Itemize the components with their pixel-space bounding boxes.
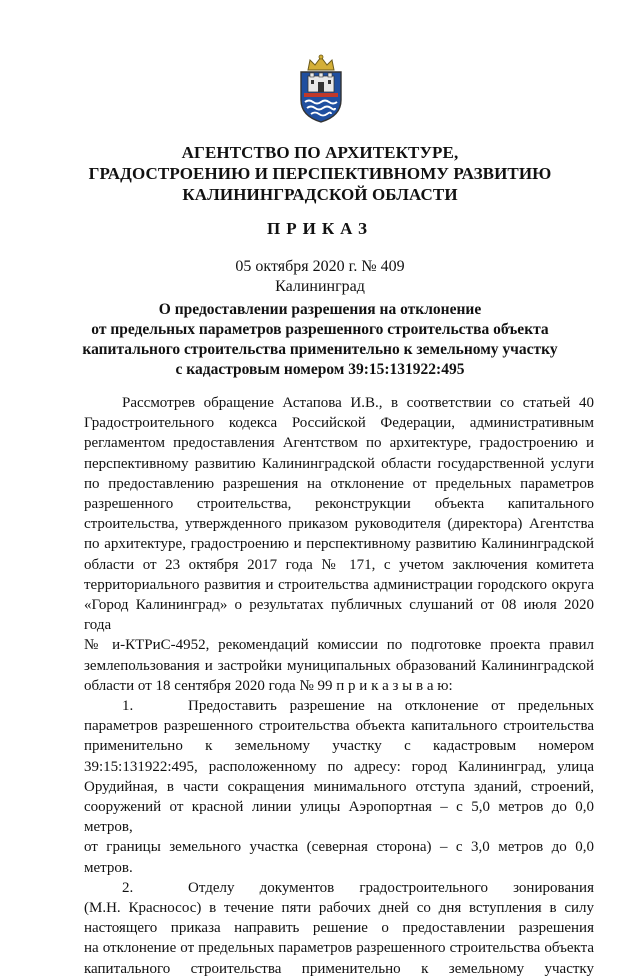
subject-line-2: от предельных параметров разрешенного строительства объекта — [91, 321, 549, 338]
item-2-text: Отделу документов градостроительного зонирования — [188, 879, 594, 896]
item-1-number: 1. — [122, 698, 134, 715]
preamble-line: области от 18 сентября 2020 года № 99 п р и к а з ы в а ю: — [84, 677, 453, 694]
preamble-line: области от 23 октября 2017 года № 171, с учетом заключения комитета — [84, 556, 594, 573]
item-2-line: капитального строительства применительно к земельному участку — [84, 960, 594, 977]
item-1-line: применительно к земельному участку с кадастровым номером — [84, 738, 594, 755]
preamble-line: перспективному развитию Калининградской области государственной услуги — [84, 455, 594, 472]
order-date-block — [0, 257, 640, 297]
item-2-line: (М.Н. Красносос) в течение пяти рабочих дней со дня вступления в силу — [84, 900, 594, 917]
subject-line-4: с кадастровым номером 39:15:131922:495 — [175, 361, 465, 378]
agency-header-line-1: АГЕНТСТВО ПО АРХИТЕКТУРЕ, — [181, 143, 459, 162]
item-1-line: Орудийная, в части сокращения минимального отступа зданий, строений, — [84, 778, 594, 795]
preamble-line: территориального развития и строительства администрации городского округа — [84, 576, 594, 593]
preamble-line: разрешенного строительства, реконструкции объекта капитального — [84, 496, 594, 513]
order-subject — [0, 300, 640, 380]
preamble-line: № и-КТРиС-4952, рекомендаций комиссии по подготовке проекта правил — [84, 637, 594, 654]
item-1-line: от границы земельного участка (северная сторона) – с 3,0 метров до 0,0 метров. — [84, 839, 594, 876]
preamble-line: «Город Калининград» о результатах публичных слушаний от 08 июля 2020 года — [84, 597, 594, 634]
subject-line-3: капитального строительства применительно к земельному участку — [82, 341, 558, 358]
item-2-line: настоящего приказа направить решение о предоставлении разрешения — [84, 920, 594, 937]
subject-line-1: О предоставлении разрешения на отклонение — [158, 301, 482, 318]
agency-header — [0, 142, 640, 205]
preamble-line: Рассмотрев обращение Астапова И.В., в соответствии со статьей 40 — [122, 395, 594, 411]
preamble-line: по архитектуре, градостроению и перспективному развитию Калининградской — [84, 536, 594, 553]
item-2-number: 2. — [122, 879, 134, 896]
preamble-line: землепользования и застройки муниципальных образований Калининградской — [84, 657, 594, 674]
item-1-first-line — [84, 696, 594, 716]
preamble-line: по предоставлению разрешения на отклонение от предельных параметров — [84, 475, 594, 492]
order-date: 05 октября 2020 г. № 409 — [235, 258, 405, 275]
item-2-line: на отклонение от предельных параметров разрешенного строительства объекта — [84, 940, 594, 957]
kaliningrad-coat-of-arms-icon — [296, 54, 346, 124]
preamble-line: регламентом предоставления Агентством по архитектуре, градостроению и — [84, 435, 594, 452]
order-city: Калининград — [275, 278, 365, 295]
agency-header-line-3: КАЛИНИНГРАДСКОЙ ОБЛАСТИ — [182, 185, 458, 204]
item-2-first-line — [84, 878, 594, 898]
item-1-text: Предоставить разрешение на отклонение от предельных — [188, 698, 594, 715]
order-body — [84, 393, 594, 979]
preamble-line: строительства, утвержденного приказом руководителя (директора) Агентства — [84, 516, 594, 533]
item-1-line: параметров разрешенного строительства объекта капитального строительства — [84, 718, 594, 735]
preamble-line: Градостроительного кодекса Российской Федерации, административным — [84, 415, 594, 432]
item-1-line: 39:15:131922:495, расположенному по адресу: город Калининград, улица — [84, 758, 594, 775]
agency-header-line-2: ГРАДОСТРОЕНИЮ И ПЕРСПЕКТИВНОМУ РАЗВИТИЮ — [88, 164, 552, 183]
order-title: ПРИКАЗ — [267, 219, 373, 238]
item-1-line: сооружений от красной линии улицы Аэропортная – с 5,0 метров до 0,0 метров, — [84, 799, 594, 836]
